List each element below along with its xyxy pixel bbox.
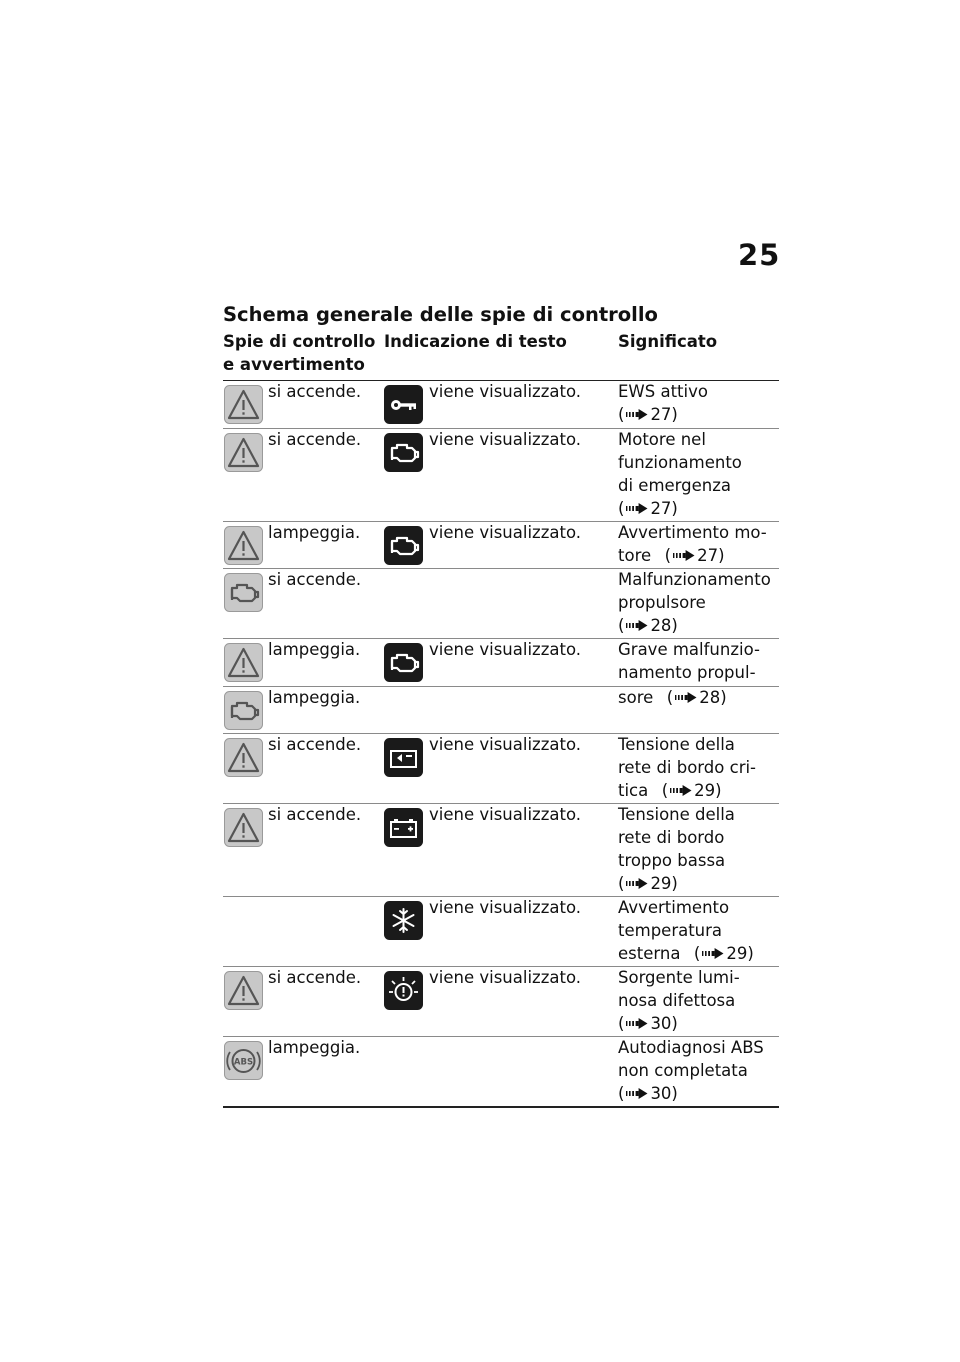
column-header-meaning: Significato: [618, 332, 718, 351]
page-reference-number[interactable]: 27): [697, 546, 725, 565]
meaning-line: rete di bordo: [618, 828, 725, 847]
meaning-line-text: esterna (: [618, 944, 701, 963]
light-status-text: si accende.: [268, 570, 362, 589]
page-reference-arrow-icon: [675, 692, 697, 703]
page-reference-arrow-icon: [673, 550, 695, 561]
meaning-line: Avvertimento: [618, 898, 730, 917]
meaning-text: [618, 638, 780, 684]
meaning-line: [618, 872, 780, 895]
text-indication-status: viene visualizzato.: [429, 382, 581, 401]
general-warning-triangle-icon: [224, 526, 263, 565]
meaning-line-text: (: [618, 616, 625, 635]
meaning-line: [618, 614, 780, 637]
meaning-line-text: (: [618, 1014, 625, 1033]
meaning-line: Sorgente lumi-: [618, 968, 740, 987]
general-warning-triangle-icon: [224, 643, 263, 682]
meaning-line: troppo bassa: [618, 851, 726, 870]
engine-icon: [384, 643, 423, 682]
meaning-line-text: sore (: [618, 688, 674, 707]
meaning-text: [618, 428, 780, 520]
page-reference-number[interactable]: 28): [650, 616, 678, 635]
text-indication-status: viene visualizzato.: [429, 805, 581, 824]
page-number: 25: [738, 238, 781, 272]
column-header-warning-lights-line1: Spie di controllo: [223, 332, 376, 351]
meaning-line: funzionamento: [618, 453, 742, 472]
text-indication-status: viene visualizzato.: [429, 430, 581, 449]
engine-icon: [384, 526, 423, 565]
battery-critical-icon: [384, 738, 423, 777]
meaning-line: [618, 1082, 780, 1105]
meaning-line: [618, 942, 780, 965]
meaning-line: [618, 779, 780, 802]
meaning-line: di emergenza: [618, 476, 732, 495]
abs-icon: [224, 1041, 263, 1080]
page-reference-arrow-icon: [626, 878, 648, 889]
text-indication-status: viene visualizzato.: [429, 968, 581, 987]
meaning-text: [618, 380, 780, 426]
light-status-text: lampeggia.: [268, 1038, 361, 1057]
meaning-line: Grave malfunzio-: [618, 640, 760, 659]
column-header-text-indication: Indicazione di testo: [384, 332, 567, 351]
general-warning-triangle-icon: [224, 971, 263, 1010]
meaning-line: Tensione della: [618, 735, 735, 754]
page-reference-arrow-icon: [626, 1088, 648, 1099]
meaning-line-text: (: [618, 1084, 625, 1103]
meaning-line: Autodiagnosi ABS: [618, 1038, 764, 1057]
page-reference-arrow-icon: [626, 1018, 648, 1029]
page-reference-arrow-icon: [626, 620, 648, 631]
page-reference-arrow-icon: [702, 948, 724, 959]
meaning-line: [618, 686, 780, 709]
svg-text:ABS: ABS: [233, 1057, 254, 1068]
page-reference-number[interactable]: 27): [650, 499, 678, 518]
meaning-line: [618, 1012, 780, 1035]
meaning-text: [618, 686, 780, 709]
meaning-line: Tensione della: [618, 805, 735, 824]
page-reference-number[interactable]: 28): [699, 688, 727, 707]
light-status-text: si accende.: [268, 430, 362, 449]
light-status-text: si accende.: [268, 382, 362, 401]
meaning-line: temperatura: [618, 921, 723, 940]
meaning-line: [618, 497, 780, 520]
battery-icon: [384, 808, 423, 847]
meaning-text: [618, 1036, 780, 1105]
general-warning-triangle-icon: [224, 385, 263, 424]
general-warning-triangle-icon: [224, 433, 263, 472]
column-header-warning-lights: [223, 330, 383, 376]
light-status-text: si accende.: [268, 735, 362, 754]
meaning-line: EWS attivo: [618, 382, 708, 401]
meaning-text: [618, 568, 780, 637]
meaning-text: [618, 803, 780, 895]
meaning-text: [618, 521, 780, 567]
meaning-line: Avvertimento mo-: [618, 523, 767, 542]
page-reference-number[interactable]: 29): [650, 874, 678, 893]
page-reference-number[interactable]: 30): [650, 1084, 678, 1103]
page-reference-number[interactable]: 29): [726, 944, 754, 963]
general-warning-triangle-icon: [224, 738, 263, 777]
meaning-line: Motore nel: [618, 430, 706, 449]
meaning-line: propulsore: [618, 593, 706, 612]
meaning-line-text: (: [618, 405, 625, 424]
engine-icon: [224, 691, 263, 730]
table-rule: [223, 1106, 779, 1108]
light-status-text: si accende.: [268, 968, 362, 987]
text-indication-status: viene visualizzato.: [429, 523, 581, 542]
light-status-text: lampeggia.: [268, 688, 361, 707]
light-status-text: lampeggia.: [268, 640, 361, 659]
meaning-line: [618, 403, 780, 426]
meaning-line: rete di bordo cri-: [618, 758, 757, 777]
page-reference-number[interactable]: 30): [650, 1014, 678, 1033]
meaning-line: namento propul-: [618, 663, 756, 682]
meaning-line-text: tica (: [618, 781, 669, 800]
meaning-line: Malfunzionamento: [618, 570, 771, 589]
general-warning-triangle-icon: [224, 808, 263, 847]
bulb-fault-icon: [384, 971, 423, 1010]
meaning-line: nosa difettosa: [618, 991, 736, 1010]
text-indication-status: viene visualizzato.: [429, 640, 581, 659]
meaning-line: [618, 544, 780, 567]
meaning-text: [618, 896, 780, 965]
meaning-line-text: tore (: [618, 546, 672, 565]
engine-icon: [224, 573, 263, 612]
text-indication-status: viene visualizzato.: [429, 735, 581, 754]
meaning-line-text: (: [618, 499, 625, 518]
meaning-text: [618, 966, 780, 1035]
engine-icon: [384, 433, 423, 472]
meaning-line: non completata: [618, 1061, 748, 1080]
snowflake-icon: [384, 901, 423, 940]
column-header-warning-lights-line2: e avvertimento: [223, 355, 365, 374]
meaning-line-text: (: [618, 874, 625, 893]
meaning-text: [618, 733, 780, 802]
page-title: Schema generale delle spie di controllo: [223, 303, 658, 326]
text-indication-status: viene visualizzato.: [429, 898, 581, 917]
page-reference-number[interactable]: 29): [694, 781, 722, 800]
light-status-text: lampeggia.: [268, 523, 361, 542]
page-reference-arrow-icon: [626, 503, 648, 514]
key-icon: [384, 385, 423, 424]
page-reference-arrow-icon: [626, 409, 648, 420]
page-reference-arrow-icon: [670, 785, 692, 796]
light-status-text: si accende.: [268, 805, 362, 824]
page-reference-number[interactable]: 27): [650, 405, 678, 424]
